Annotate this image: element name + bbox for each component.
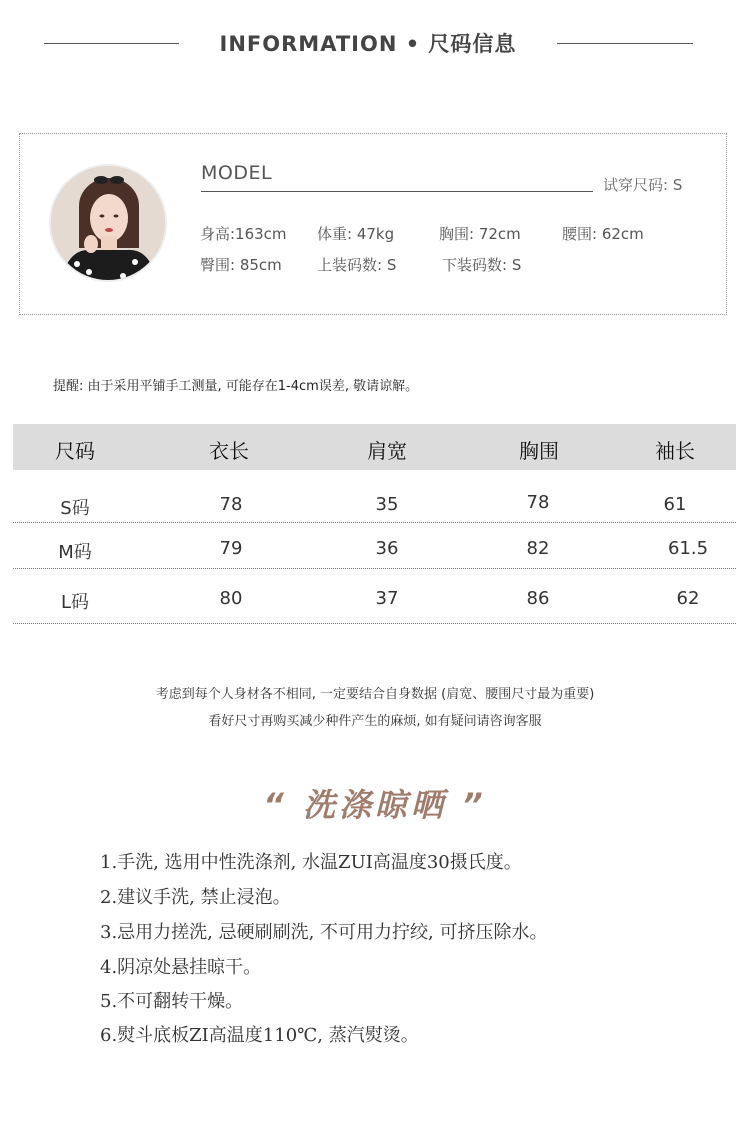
try-size: 试穿尺码: S [603,176,683,194]
measure-top-size: 上装码数: S [317,256,397,274]
measure-hip: 臀围: 85cm [200,256,282,274]
cell-chest: 78 [526,492,550,513]
model-avatar [51,166,165,280]
header-size: 尺码 [55,439,95,463]
cell-chest: 82 [526,538,550,559]
header-line-left [44,43,179,44]
header-chest: 胸围 [519,439,559,463]
wash-item-3: 3.忌用力搓洗, 忌硬刷刷洗, 不可用力拧绞, 可挤压除水。 [100,922,548,943]
page-title: INFORMATION • 尺码信息 [219,32,517,56]
measure-bottom-size: 下装码数: S [442,256,522,274]
model-label: MODEL [201,162,273,184]
cell-shoulder: 37 [375,588,399,609]
cell-size: L码 [60,592,90,613]
measure-weight: 体重: 47kg [317,225,395,243]
measure-chest: 胸围: 72cm [439,225,521,243]
wash-item-4: 4.阴凉处悬挂晾干。 [100,957,262,978]
header-shoulder: 肩宽 [367,439,407,463]
row-divider [13,568,736,569]
cell-size: M码 [58,542,92,563]
size-tip-line-1: 考虑到每个人身材各不相同, 一定要结合自身数据 (肩宽、腰围尺寸最为重要) [155,687,595,702]
row-divider [13,522,736,523]
cell-sleeve: 62 [676,588,700,609]
wash-item-6: 6.熨斗底板ZI高温度110℃, 蒸汽熨烫。 [100,1025,419,1046]
row-divider [13,623,736,624]
cell-length: 80 [219,588,243,609]
measure-height: 身高:163cm [200,225,287,243]
model-underline [201,191,593,192]
cell-chest: 86 [526,588,550,609]
wash-item-5: 5.不可翻转干燥。 [100,991,244,1012]
cell-shoulder: 36 [375,538,399,559]
cell-length: 78 [219,494,243,515]
wash-item-2: 2.建议手洗, 禁止浸泡。 [100,887,291,908]
wash-section-title: “ 洗涤晾晒 ” [263,786,487,824]
header-line-right [557,43,693,44]
table-row [13,524,736,574]
wash-item-1: 1.手洗, 选用中性洗涤剂, 水温ZUI高温度30摄氏度。 [100,852,522,873]
measurement-note: 提醒: 由于采用平铺手工测量, 可能存在1-4cm误差, 敬请谅解。 [53,379,419,394]
cell-length: 79 [219,538,243,559]
cell-size: S码 [60,498,90,519]
size-tip-line-2: 看好尺寸再购买减少种件产生的麻烦, 如有疑问请咨询客服 [208,714,542,729]
cell-sleeve: 61 [663,494,687,515]
model-card [19,133,727,315]
header-sleeve: 袖长 [655,439,695,463]
cell-sleeve: 61.5 [667,538,709,559]
table-row [13,574,736,624]
size-table-header [13,424,736,470]
header-length: 衣长 [209,439,249,463]
measure-waist: 腰围: 62cm [562,225,644,243]
cell-shoulder: 35 [375,494,399,515]
